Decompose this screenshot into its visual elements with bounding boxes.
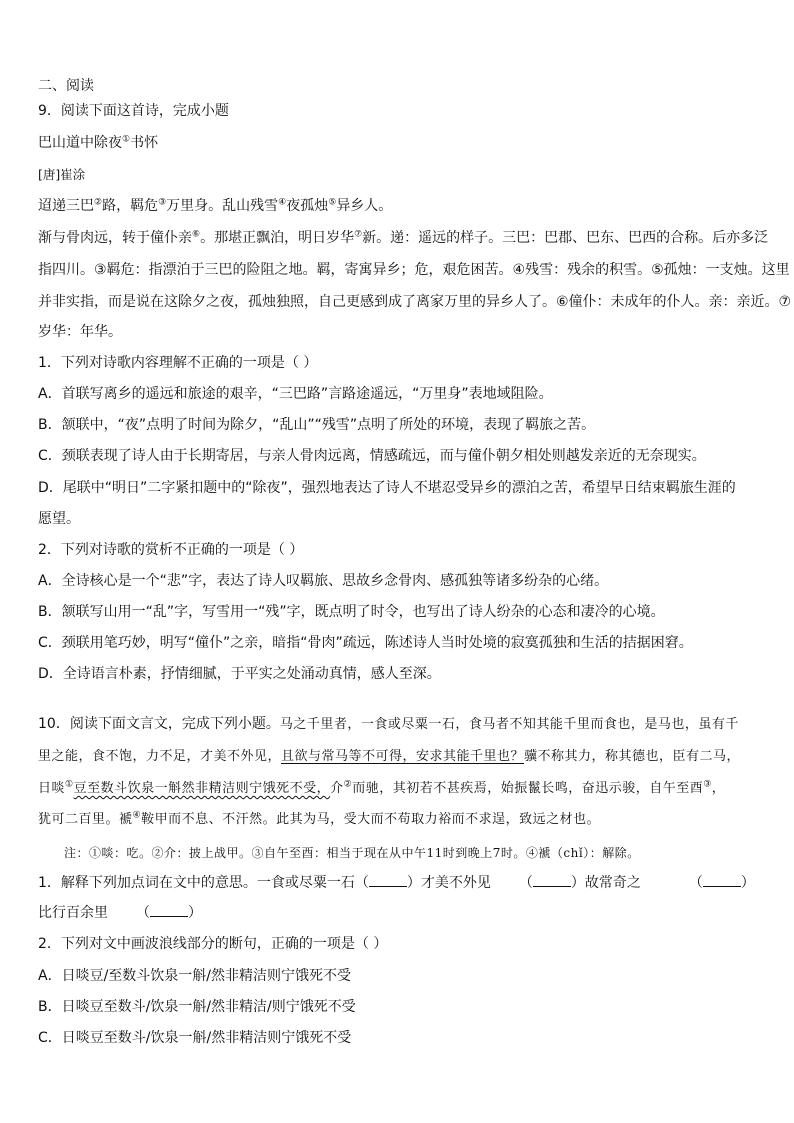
classical-text: 而驰，其初若不甚疾焉，始振鬣长鸣，奋迅示骏，自午至酉 xyxy=(352,781,704,796)
poem-line-1 xyxy=(38,196,764,216)
footnote-mark: ① xyxy=(122,134,131,145)
footnote-mark: ④ xyxy=(132,810,142,821)
classical-text: 日啖 xyxy=(38,781,66,796)
question-text: 比行百余里 xyxy=(38,905,108,921)
answer-blank[interactable] xyxy=(369,874,407,887)
poem-title-a: 巴山道中除夜 xyxy=(38,135,122,151)
question-text: 1．解释下列加点词在文中的意思。一食或尽粟一石（ xyxy=(38,875,369,891)
q9-1-stem: 1．下列对诗歌内容理解不正确的一项是（ ） xyxy=(38,355,318,371)
poem-text: 。那堪正飘泊，明日岁华 xyxy=(200,230,355,246)
classical-text: 介 xyxy=(330,781,344,796)
footnote-mark: ⑦ xyxy=(354,229,363,240)
poem-note-line-3: 并非实指，而是说在这除夕之夜，孤烛独照，自己更感到成了离家万里的异乡人了。⑥僮仆：未成年的仆人。亲：亲近。⑦ xyxy=(38,294,792,310)
note-text: 递：遥远的样子。三巴：巴郡、巴东、巴西的合称。后亦多泛 xyxy=(390,230,769,246)
q9-2-option-d[interactable]: D．全诗语言朴素，抒情细腻，于平实之处涌动真情，感人至深。 xyxy=(38,666,441,682)
classical-text: 里之能，食不饱，力不足，才美不外见， xyxy=(38,749,282,764)
poem-title-b: 书怀 xyxy=(130,135,159,151)
question-text: （ xyxy=(136,905,150,921)
poem-text: 迢递三巴 xyxy=(38,198,94,214)
question-text: （ xyxy=(688,875,703,891)
q10-line-2 xyxy=(38,747,764,767)
q9-2-option-a[interactable]: A．全诗核心是一个“悲”字，表达了诗人叹羁旅、思故乡念骨肉、感孤独等诸多纷杂的心绪。 xyxy=(38,573,609,589)
question-text: ） xyxy=(740,875,755,891)
question-text: ） xyxy=(188,905,202,921)
poem-note-line-4: 岁华：年华。 xyxy=(38,324,122,340)
footnote-mark: ⑤ xyxy=(328,197,337,208)
footnote-mark: ⑥ xyxy=(192,229,201,240)
answer-blank[interactable] xyxy=(150,904,188,917)
q10-line-3 xyxy=(38,779,764,799)
q10-note: 注：①啖：吃。②介：披上战甲。③自午至酉：相当于现在从中午11时到晚上7时。④褫（chǐ）：解除。 xyxy=(64,846,640,860)
footnote-mark: ② xyxy=(94,197,103,208)
poem-note-line-1 xyxy=(38,228,769,248)
classical-text: 鞍甲而不息、不汗然。此其为马，受大而不苟取力裕而不求逞，致远之材也。 xyxy=(141,812,601,827)
classical-text: 犹可二百里。褫 xyxy=(38,812,133,827)
poem-text: 新。 xyxy=(362,230,391,246)
q9-1-option-b[interactable]: B．颔联中，“夜”点明了时间为除夕，“乱山”“残雪”点明了所处的环境，表现了羁旅之苦。 xyxy=(38,417,596,433)
q10-intro: 10．阅读下面文言文，完成下列小题。 xyxy=(38,716,280,732)
classical-text: 马之千里者，一食或尽粟一石，食马者不知其能千里而食也，是马也，虽有千 xyxy=(279,717,739,732)
footnote-mark: ④ xyxy=(278,197,287,208)
q10-line-4 xyxy=(38,810,764,830)
poem-text: 异乡人。 xyxy=(336,198,393,214)
q10-1-stem xyxy=(38,873,764,893)
answer-blank[interactable] xyxy=(533,874,571,887)
q10-1-stem-cont xyxy=(38,903,764,923)
poem-title xyxy=(38,133,764,153)
answer-blank[interactable] xyxy=(703,874,741,887)
question-text: ）才美不外见 xyxy=(406,875,491,891)
footnote-mark: ③ xyxy=(158,197,167,208)
poem-text: 渐与骨肉远，转于僮仆亲 xyxy=(38,230,192,246)
question-text: （ xyxy=(518,875,533,891)
poem-text: 路，羁危 xyxy=(102,198,159,214)
classical-text: ， xyxy=(711,781,726,796)
footnote-mark: ③ xyxy=(703,779,712,790)
q10-2-option-c[interactable]: C．日啖豆至数斗/饮泉一斛/然非精洁则宁饿死不受 xyxy=(38,1030,352,1046)
poem-text: 夜孤烛 xyxy=(286,198,329,214)
q9-2-option-b[interactable]: B．颔联写山用一“乱”字，写雪用一“残”字，既点明了时令，也写出了诗人纷杂的心态和凄冷的心境。 xyxy=(38,604,665,620)
poem-author: [唐]崔涂 xyxy=(38,167,86,182)
footnote-mark: ① xyxy=(65,779,74,790)
poem-text: 万里身。乱山残雪 xyxy=(166,198,279,214)
q10-2-option-b[interactable]: B．日啖豆至数斗/饮泉一斛/然非精洁/则宁饿死不受 xyxy=(38,999,356,1015)
q10-2-option-a[interactable]: A．日啖豆/至数斗饮泉一斛/然非精洁则宁饿死不受 xyxy=(38,968,352,984)
underlined-sentence: 且欲与常马等不可得，安求其能千里也？ xyxy=(281,749,525,764)
section-title: 二、阅读 xyxy=(38,78,94,94)
poem-note-line-2: 指四川。③羁危：指漂泊于三巴的险阻之地。羁，寄寓异乡；危，艰危困苦。④残雪：残余的积雪。⑤孤烛：一支烛。这里 xyxy=(38,262,790,278)
wavy-underlined-text: 豆至数斗饮泉一斛然非精洁则宁饿死不受， xyxy=(73,781,331,796)
q9-1-option-c[interactable]: C．颈联表现了诗人由于长期寄居，与亲人骨肉远离，情感疏远，而与僮仆朝夕相处则越发亲近的无奈现实。 xyxy=(38,448,706,464)
classical-text: 骥不称其力，称其德也，臣有二马， xyxy=(524,749,741,764)
question-text: ）故常奇之 xyxy=(570,875,641,891)
footnote-mark: ② xyxy=(343,779,353,790)
q9-intro: 9．阅读下面这首诗，完成小题 xyxy=(38,103,229,119)
q10-line-1 xyxy=(38,714,764,735)
q10-2-stem: 2．下列对文中画波浪线部分的断句，正确的一项是（ ） xyxy=(38,936,388,952)
q9-1-option-d-cont: 愿望。 xyxy=(38,511,80,527)
q9-2-stem: 2．下列对诗歌的赏析不正确的一项是（ ） xyxy=(38,542,304,558)
q9-1-option-a[interactable]: A．首联写离乡的遥远和旅途的艰辛，“三巴路”言路途遥远，“万里身”表地域阻险。 xyxy=(38,386,553,402)
q9-1-option-d[interactable]: D．尾联中“明日”二字紧扣题中的“除夜”，强烈地表达了诗人不堪忍受异乡的漂泊之苦，希望早日结束羁旅生涯的 xyxy=(38,480,736,496)
q9-2-option-c[interactable]: C．颈联用笔巧妙，明写“僮仆”之亲，暗指“骨肉”疏远，陈述诗人当时处境的寂寞孤独和生活的拮据困窘。 xyxy=(38,635,693,651)
